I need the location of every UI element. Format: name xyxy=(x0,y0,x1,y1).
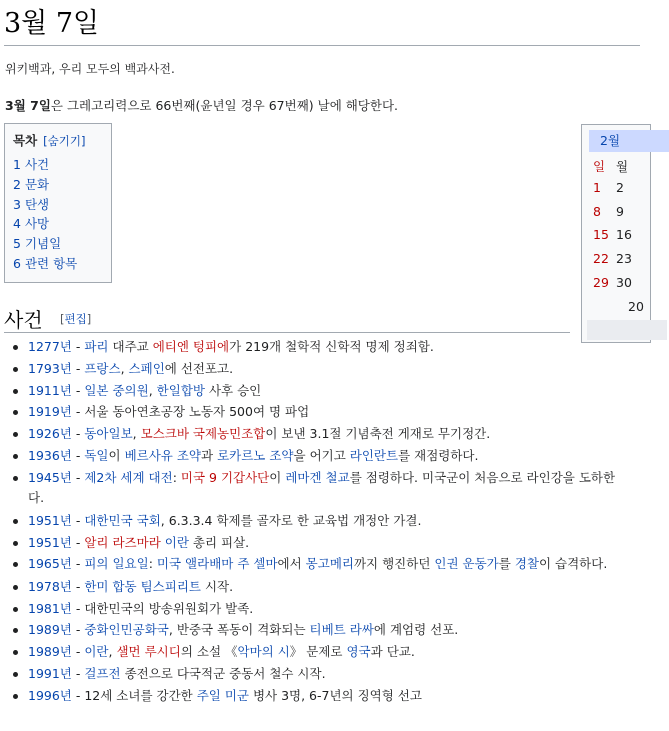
event-text: 이 보낸 3.1절 기념축전 게재로 무기정간. xyxy=(265,426,491,442)
event-list-item xyxy=(11,337,623,357)
toc-item-deaths[interactable] xyxy=(13,214,103,234)
toc-item-number: 4 xyxy=(13,216,21,232)
toc-toggle-link[interactable]: [숨기기] xyxy=(43,134,86,148)
event-text: , 반중국 폭동이 격화되는 xyxy=(168,622,310,638)
event-missing-link[interactable]: 샐먼 루시디 xyxy=(116,644,181,660)
event-text: 에 선전포고. xyxy=(164,360,234,376)
event-link[interactable]: 영국 xyxy=(346,644,371,660)
event-text: 에 계엄령 선포. xyxy=(373,622,459,638)
event-link[interactable]: 셀마 xyxy=(253,556,278,572)
page-title: 3월 7일 xyxy=(4,6,640,46)
event-link[interactable]: 악마의 시 xyxy=(237,644,290,660)
event-link[interactable]: 레마겐 xyxy=(285,469,322,485)
event-text: , xyxy=(108,644,117,660)
calendar-day[interactable]: 8 xyxy=(593,204,601,219)
event-text: - xyxy=(71,447,85,463)
event-text: 대주교 xyxy=(108,339,153,354)
event-text: 의 소설 《 xyxy=(180,644,238,660)
event-year-link[interactable]: 1911년 xyxy=(28,382,72,398)
event-year-link[interactable]: 1989년 xyxy=(28,644,72,660)
event-year-link[interactable]: 1989년 xyxy=(28,622,72,638)
event-link[interactable]: 이란 xyxy=(164,534,189,550)
event-year-link[interactable]: 1277년 xyxy=(28,339,72,354)
toc-item-label: 사건 xyxy=(24,157,50,172)
event-text: 까지 행진하던 xyxy=(353,556,435,572)
event-link[interactable]: 몽고메리 xyxy=(305,556,354,572)
event-link[interactable]: 주일 미군 xyxy=(196,687,249,703)
event-text: , xyxy=(148,382,157,398)
calendar-day[interactable]: 1 xyxy=(593,180,601,195)
calendar-day[interactable]: 30 xyxy=(616,275,632,290)
event-link[interactable]: 일본 중의원 xyxy=(84,382,149,398)
toc-item-number: 3 xyxy=(13,196,21,212)
event-list-item xyxy=(11,468,623,509)
event-text: - xyxy=(71,339,85,354)
page-tagline: 위키백과, 우리 모두의 백과사전. xyxy=(5,62,175,76)
event-text: - xyxy=(71,426,85,442)
toc-item-culture[interactable] xyxy=(13,175,103,195)
event-missing-link[interactable]: 모스크바 국제농민조합 xyxy=(140,426,266,442)
intro-bold-date: 3월 7일 xyxy=(5,98,51,113)
event-list-item xyxy=(11,620,623,640)
toc-item-births[interactable] xyxy=(13,195,103,215)
calendar-day[interactable]: 15 xyxy=(593,227,609,242)
toc-item-holidays[interactable] xyxy=(13,234,103,254)
event-text: , xyxy=(120,360,129,376)
event-text: 시작. xyxy=(200,578,234,594)
event-link[interactable]: 베르사유 조약 xyxy=(124,447,202,463)
event-text: - xyxy=(71,469,85,485)
event-text: - 대한민국의 방송위원회가 발족. xyxy=(71,600,254,616)
calendar-box xyxy=(581,124,651,343)
calendar-day[interactable]: 22 xyxy=(593,251,609,266)
event-link[interactable]: 이란 xyxy=(84,644,109,660)
event-text: 가 219개 철학적 신학적 명제 정죄함. xyxy=(229,339,434,354)
toc-item-label: 문화 xyxy=(24,176,50,192)
event-text: - xyxy=(71,382,85,398)
event-link[interactable]: 티베트 xyxy=(309,622,346,638)
event-link[interactable]: 로카르노 조약 xyxy=(217,447,294,463)
event-list-item xyxy=(11,577,623,597)
event-link[interactable]: 걸프전 xyxy=(84,666,121,682)
event-link[interactable]: 인권 운동가 xyxy=(434,556,499,572)
toc-item-number: 6 xyxy=(13,255,21,271)
toc-item-label: 사망 xyxy=(24,216,50,232)
event-link[interactable]: 동아일보 xyxy=(84,426,133,442)
event-year-link[interactable]: 1981년 xyxy=(28,600,72,616)
event-text: , 6.3.3.4 학제를 골자로 한 교육법 개정안 가결. xyxy=(160,512,422,528)
event-list-item xyxy=(11,642,623,662)
event-text: 를 xyxy=(498,556,515,572)
event-text: 를 점령하다. 미국군이 처음으로 라인강을 도하한다. xyxy=(28,469,616,506)
event-text: - xyxy=(71,556,85,572)
calendar-week-row xyxy=(593,275,639,290)
event-missing-link[interactable]: 미국 9 기갑사단 xyxy=(180,469,270,485)
calendar-week-row xyxy=(593,204,639,219)
event-text: - 12세 소녀를 강간한 xyxy=(71,687,197,703)
event-link[interactable]: 앨라배마 주 xyxy=(185,556,250,572)
event-year-link[interactable]: 1919년 xyxy=(28,404,72,420)
event-list-item xyxy=(11,664,623,684)
event-text: 과 단교. xyxy=(370,644,415,660)
toc-header xyxy=(13,131,103,149)
event-link[interactable]: 제2차 세계 대전 xyxy=(84,469,173,485)
event-text: 이 xyxy=(108,447,125,463)
event-text: 이 xyxy=(269,469,286,485)
event-list-item xyxy=(11,424,623,444)
event-link[interactable]: 파리 xyxy=(84,339,109,354)
event-link[interactable]: 프랑스 xyxy=(84,360,121,376)
toc-item-events[interactable] xyxy=(13,155,103,175)
event-text: 이 습격하다. xyxy=(538,556,608,572)
calendar-week-row xyxy=(593,251,639,266)
event-year-link[interactable]: 1951년 xyxy=(28,512,72,528)
calendar-week-row xyxy=(593,180,639,195)
event-text: : xyxy=(148,556,157,572)
calendar-day[interactable]: 23 xyxy=(616,251,632,266)
event-list-item xyxy=(11,686,623,706)
event-link[interactable]: 라싸 xyxy=(349,622,374,638)
event-text: - xyxy=(71,534,85,550)
event-link[interactable]: 대한민국 국회 xyxy=(84,512,161,528)
event-list-item xyxy=(11,359,623,379)
toc-item-label: 기념일 xyxy=(24,236,62,252)
event-text: 총리 피살. xyxy=(188,534,250,550)
table-of-contents xyxy=(4,123,112,283)
event-text: : xyxy=(172,469,181,485)
event-link[interactable]: 철교 xyxy=(325,469,350,485)
event-year-link[interactable]: 1793년 xyxy=(28,360,72,376)
calendar-footer-year[interactable]: 20 xyxy=(628,299,644,314)
event-link[interactable]: 라인란트 xyxy=(349,447,399,463)
edit-link-text[interactable]: 편집 xyxy=(64,312,87,326)
event-text: - 서울 동아연초공장 노동자 500여 명 파업 xyxy=(71,404,310,420)
calendar-month-header[interactable]: 2월 xyxy=(589,130,669,152)
event-text: - xyxy=(71,644,85,660)
toc-title: 목차 xyxy=(13,133,38,148)
calendar-day[interactable]: 9 xyxy=(616,204,624,219)
event-text: - xyxy=(71,360,85,376)
toc-list xyxy=(13,155,103,274)
event-link[interactable]: 중화인민공화국 xyxy=(84,622,169,638)
toc-item-related[interactable] xyxy=(13,254,103,274)
event-link[interactable]: 한미 합동 팀스피리트 xyxy=(84,578,201,594)
event-text: 과 xyxy=(201,447,218,463)
event-text: 를 재점령하다. xyxy=(398,447,479,463)
event-year-link[interactable]: 1936년 xyxy=(28,447,72,463)
calendar-day[interactable]: 29 xyxy=(593,275,609,290)
event-text: - xyxy=(71,622,85,638)
event-link[interactable]: 경찰 xyxy=(514,556,539,572)
event-missing-link[interactable]: 에티엔 텅피에 xyxy=(152,339,230,354)
event-list-item xyxy=(11,381,623,401)
event-text: 사후 승인 xyxy=(204,382,262,398)
toc-item-label: 관련 항목 xyxy=(24,255,78,271)
toc-item-number: 5 xyxy=(13,236,21,252)
event-text: 에서 xyxy=(277,556,306,572)
calendar-weekday-row xyxy=(593,157,639,175)
calendar-weekday: 일 xyxy=(593,159,606,174)
event-text: 병사 3명, 6-7년의 징역형 선고 xyxy=(248,687,422,703)
calendar-day[interactable]: 16 xyxy=(616,227,632,242)
event-missing-link[interactable]: 알리 라즈마라 xyxy=(84,534,161,550)
event-link[interactable]: 스페인 xyxy=(128,360,165,376)
event-link[interactable]: 미국 xyxy=(156,556,182,572)
event-link[interactable]: 한일합방 xyxy=(156,382,205,398)
event-year-link[interactable]: 1965년 xyxy=(28,556,72,572)
event-text: - xyxy=(71,666,85,682)
toc-item-number: 2 xyxy=(13,176,21,192)
section-header-events xyxy=(4,304,570,333)
event-year-link[interactable]: 1991년 xyxy=(28,666,72,682)
event-list-item xyxy=(11,446,623,466)
event-text: 을 어기고 xyxy=(293,447,350,463)
event-year-link[interactable]: 1951년 xyxy=(28,534,72,550)
event-list-item xyxy=(11,554,623,575)
event-list-item xyxy=(11,599,623,619)
event-year-link[interactable]: 1945년 xyxy=(28,469,72,485)
intro-text: 은 그레고리력으로 66번째(윤년일 경우 67번째) 날에 해당한다. xyxy=(50,98,399,113)
event-list-item xyxy=(11,511,623,531)
calendar-weekday: 월 xyxy=(616,159,629,174)
event-list-item xyxy=(11,402,623,422)
section-edit-link[interactable]: [편집] xyxy=(60,312,92,326)
calendar-week-row xyxy=(593,227,639,242)
toc-item-number: 1 xyxy=(13,157,21,172)
event-link[interactable]: 피의 일요일 xyxy=(84,556,149,572)
intro-paragraph xyxy=(5,96,398,114)
event-text: 》 문제로 xyxy=(289,644,347,660)
toc-item-label: 탄생 xyxy=(24,196,50,212)
event-text: - xyxy=(71,578,85,594)
event-year-link[interactable]: 1978년 xyxy=(28,578,72,594)
event-text: , xyxy=(132,426,141,442)
calendar-day[interactable]: 2 xyxy=(616,180,624,195)
event-list-item xyxy=(11,533,623,553)
events-list xyxy=(11,337,623,708)
section-title: 사건 xyxy=(4,308,43,332)
event-year-link[interactable]: 1926년 xyxy=(28,426,72,442)
event-text: - xyxy=(71,512,85,528)
event-year-link[interactable]: 1996년 xyxy=(28,687,72,703)
event-link[interactable]: 독일 xyxy=(84,447,109,463)
event-text: 종전으로 다국적군 중동서 철수 시작. xyxy=(120,666,326,682)
